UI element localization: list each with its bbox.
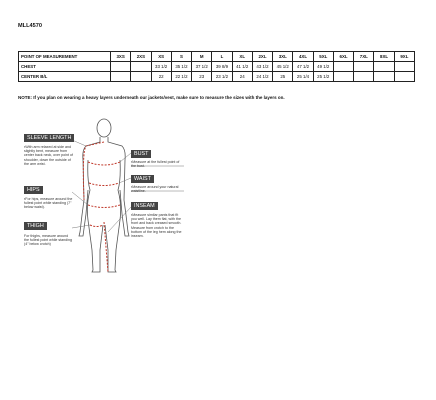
inseam-bullet: ▪ Measure similar pants that fit you well. Lay them flat, with the front and back creased smooth. Measure from crotch to the bottom of the leg hem along the inseam.: [131, 213, 183, 238]
sleeve-length-bullet: ▪ With arm relaxed at side and slightly bent, measure from center back neck, over point of shoulder, down the outside of the arm wrist.: [24, 145, 74, 166]
bust-label: BUST: [131, 150, 151, 158]
inseam-text: [131, 213, 183, 238]
hips-line: [88, 205, 120, 208]
hips-bullet: ▪ For hips, measure around the fullest point while standing (7" below waist).: [24, 197, 74, 210]
bust-bullet: ▪ Measure at the fullest point of the bust.: [131, 160, 183, 168]
table-header-cell: 9XL: [394, 52, 414, 62]
table-cell: 47 1/2: [293, 62, 313, 72]
table-header-cell: 7XL: [354, 52, 374, 62]
table-header-cell: 2XS: [131, 52, 151, 62]
table-cell: 23 1/2: [212, 72, 232, 82]
table-header-cell: 5XL: [313, 52, 333, 62]
product-code: MLL4570: [18, 23, 42, 29]
table-cell: 43 1/2: [252, 62, 272, 72]
table-header-cell: 3XS: [111, 52, 131, 62]
table-header-cell: L: [212, 52, 232, 62]
table-cell: 35 1/2: [171, 62, 191, 72]
table-header-cell: 2XL: [252, 52, 272, 62]
table-header-cell: 8XL: [374, 52, 394, 62]
table-cell: 25 1/2: [313, 72, 333, 82]
thigh-line: [90, 225, 103, 227]
table-cell: 37 1/2: [192, 62, 212, 72]
bust-text: [131, 160, 183, 168]
hips-label: HIPS: [24, 186, 43, 194]
table-header-cell: 4XL: [293, 52, 313, 62]
table-header-cell: 3XL: [273, 52, 293, 62]
waist-line: [89, 183, 119, 186]
sleeve-length-label: SLEEVE LENGTH: [24, 134, 74, 142]
sleeve-length-text: [24, 145, 74, 166]
table-cell: 33 1/2: [151, 62, 171, 72]
table-cell: 23: [192, 72, 212, 82]
body-outline: [79, 119, 129, 272]
table-header-cell: M: [192, 52, 212, 62]
inseam-label: INSEAM: [131, 202, 158, 210]
table-cell: 39 8/9: [212, 62, 232, 72]
table-cell: 22: [151, 72, 171, 82]
table-header-cell: XL: [232, 52, 252, 62]
table-cell: 25: [273, 72, 293, 82]
table-row-label: CHEST: [19, 62, 111, 72]
hips-text: [24, 197, 74, 210]
thigh-text: For thighs, measure around the fullest point while standing (4" below crotch): [24, 234, 72, 247]
table-cell: 24: [232, 72, 252, 82]
layering-note: NOTE: If you plan on wearing a heavy layers underneath our jackets/vest, make sure to measure the sizes with the layers on.: [18, 95, 285, 100]
waist-bullet: ▪ Measure around your natural waistline.: [131, 185, 183, 193]
sleeve-length-line: [83, 142, 104, 200]
table-header-cell: 6XL: [333, 52, 353, 62]
table-cell: 22 1/2: [171, 72, 191, 82]
table-cell: 49 1/2: [313, 62, 333, 72]
table-header-cell: POINT OF MEASUREMENT: [19, 52, 111, 62]
waist-label: WAIST: [131, 175, 154, 183]
table-header-cell: S: [171, 52, 191, 62]
table-cell: 24 1/2: [252, 72, 272, 82]
table-cell: 45 1/2: [273, 62, 293, 72]
table-cell: 41 1/2: [232, 62, 252, 72]
table-header-cell: XS: [151, 52, 171, 62]
thigh-label: THIGH: [24, 222, 47, 230]
bust-line: [88, 162, 120, 165]
table-row-label: CENTER B/L: [19, 72, 111, 82]
measurement-lines: [83, 142, 120, 272]
waist-text: [131, 185, 183, 193]
table-cell: 25 1/4: [293, 72, 313, 82]
